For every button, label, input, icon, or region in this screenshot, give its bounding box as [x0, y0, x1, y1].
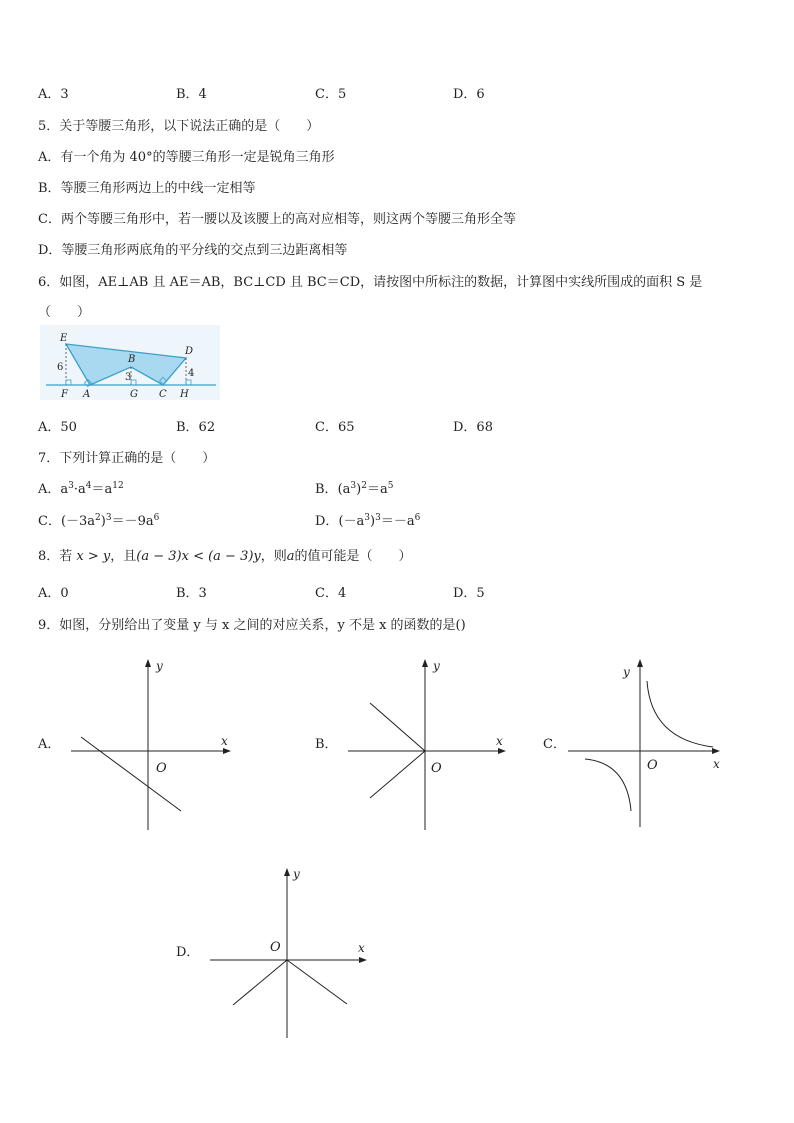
q8-condition-1: x > y: [76, 549, 111, 564]
q9c-y-label: y: [623, 665, 630, 679]
q5-stem: 5．关于等腰三角形，以下说法正确的是（ ）: [38, 119, 320, 134]
q9-stem: 9．如图，分别给出了变量 y 与 x 之间的对应关系，y 不是 x 的函数的是(): [38, 618, 466, 633]
q8-condition-2: (a − 3)x < (a − 3)y: [136, 549, 261, 564]
q6-label-b: B: [128, 354, 136, 365]
q9b-origin-label: O: [431, 761, 442, 776]
q6-label-d: D: [185, 346, 194, 357]
q9b-y-label: y: [433, 659, 440, 673]
q6-option-c: C．65: [315, 420, 355, 435]
q9a-x-label: x: [221, 734, 228, 748]
q9-graph-d: [205, 862, 385, 1042]
q9-label-a: A．: [38, 737, 61, 752]
q9c-x-label: x: [713, 757, 720, 771]
q6-len-6: 6: [57, 362, 64, 373]
q9d-y-label: y: [293, 867, 300, 881]
q9-graph-a: [65, 655, 245, 835]
q9-graph-b: [340, 655, 520, 835]
q9-label-c: C．: [543, 737, 566, 752]
q7-stem: 7．下列计算正确的是（ ）: [38, 451, 216, 466]
q4-option-a: A．3: [38, 87, 69, 102]
q9-label-b: B．: [315, 737, 338, 752]
q5-option-c: C．两个等腰三角形中，若一腰以及该腰上的高对应相等，则这两个等腰三角形全等: [38, 212, 516, 227]
q6-stem: 6．如图，AE⊥AB 且 AE＝AB，BC⊥CD 且 BC＝CD，请按图中所标注的数据，计算图中实线所围成的面积 S 是: [38, 275, 703, 290]
q6-paren: （ ）: [38, 305, 91, 320]
q9-graph-c: [565, 655, 735, 835]
q9a-origin-label: O: [156, 761, 167, 776]
q7-option-c: C．$(-3a^2)^3=-9a^6$: [38, 513, 160, 529]
q7-option-d: D．$(-a^3)^3=-a^6$: [315, 513, 421, 529]
q9-label-d: D．: [176, 945, 200, 960]
q6-option-d: D．68: [453, 420, 493, 435]
q9a-y-label: y: [156, 659, 163, 673]
q6-len-4: 4: [188, 368, 195, 379]
q6-label-c: C: [159, 389, 167, 400]
q9d-x-label: x: [358, 941, 365, 955]
q8-option-b: B．3: [176, 586, 207, 601]
q8-option-d: D．5: [453, 586, 485, 601]
q4-option-b: B．4: [176, 87, 207, 102]
q4-option-d: D．6: [453, 87, 485, 102]
q6-len-3: 3: [125, 372, 132, 383]
q5-option-d: D．等腰三角形两底角的平分线的交点到三边距离相等: [38, 243, 348, 258]
q9b-x-label: x: [496, 734, 503, 748]
q7-option-a: A．$a^3\cdot a^4=a^{12}$: [38, 481, 124, 497]
q6-label-h: H: [180, 389, 189, 400]
q5-option-a: A．有一个角为 40°的等腰三角形一定是锐角三角形: [38, 150, 335, 165]
q6-option-b: B．62: [176, 420, 216, 435]
q9c-origin-label: O: [647, 758, 658, 773]
q6-label-a: A: [83, 389, 91, 400]
q8-stem: 8．若 x > y，且(a − 3)x < (a − 3)y，则a的值可能是（ ）: [38, 549, 412, 564]
q6-label-f: F: [61, 389, 68, 400]
q8-option-c: C．4: [315, 586, 347, 601]
q4-option-c: C．5: [315, 87, 347, 102]
q8-option-a: A．0: [38, 586, 69, 601]
q7-option-b: B．$(a^3)^2=a^5$: [315, 481, 394, 497]
q6-label-g: G: [130, 389, 138, 400]
q5-option-b: B．等腰三角形两边上的中线一定相等: [38, 181, 256, 196]
q6-figure: [40, 325, 220, 400]
q6-label-e: E: [60, 333, 68, 344]
q9d-origin-label: O: [270, 940, 281, 955]
q6-option-a: A．50: [38, 420, 77, 435]
